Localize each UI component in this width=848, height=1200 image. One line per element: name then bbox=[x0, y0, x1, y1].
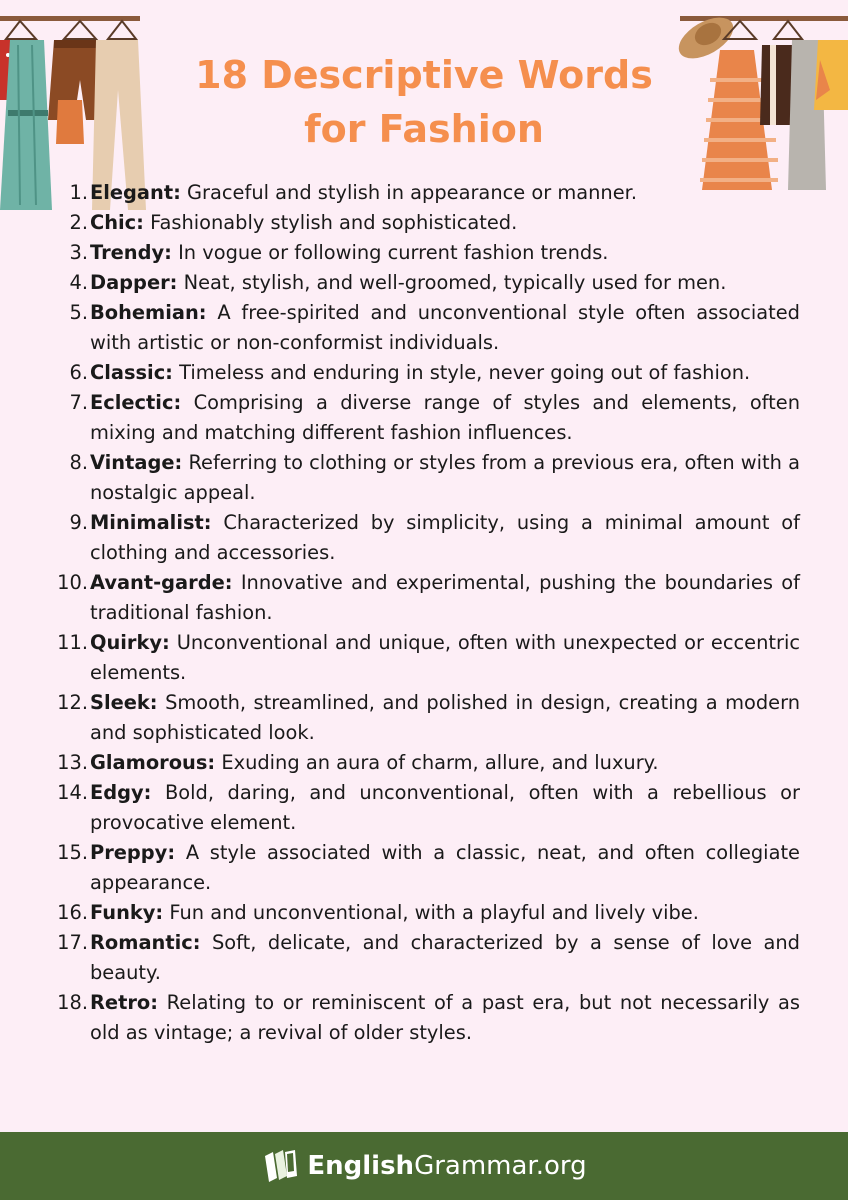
item-text bbox=[90, 928, 800, 988]
item-definition: Unconventional and unique, often with unexpected or eccentric elements. bbox=[90, 631, 800, 684]
item-definition: Innovative and experimental, pushing the boundaries of traditional fashion. bbox=[90, 571, 800, 624]
item-definition: Graceful and stylish in appearance or manner. bbox=[187, 181, 637, 204]
item-number: 16. bbox=[57, 901, 88, 924]
list-item bbox=[48, 298, 800, 358]
item-number: 9. bbox=[69, 511, 88, 534]
item-definition: Exuding an aura of charm, allure, and luxury. bbox=[221, 751, 659, 774]
item-number: 6. bbox=[69, 361, 88, 384]
item-text bbox=[90, 388, 800, 448]
item-definition: Characterized by simplicity, using a minimal amount of clothing and accessories. bbox=[90, 511, 800, 564]
item-number: 3. bbox=[69, 241, 88, 264]
item-number: 5. bbox=[69, 301, 88, 324]
leaf-book-icon bbox=[261, 1148, 301, 1184]
item-text bbox=[90, 238, 800, 268]
item-term: Quirky: bbox=[90, 631, 170, 654]
item-term: Classic: bbox=[90, 361, 173, 384]
list-item bbox=[48, 928, 800, 988]
item-term: Trendy: bbox=[90, 241, 172, 264]
list-item bbox=[48, 628, 800, 688]
page-title bbox=[0, 48, 848, 156]
item-definition: Fun and unconventional, with a playful and lively vibe. bbox=[169, 901, 699, 924]
list-item bbox=[48, 568, 800, 628]
item-definition: In vogue or following current fashion trends. bbox=[178, 241, 609, 264]
page-title-line-1: 18 Descriptive Words bbox=[195, 53, 653, 97]
list-item bbox=[48, 508, 800, 568]
item-term: Funky: bbox=[90, 901, 164, 924]
item-text bbox=[90, 358, 800, 388]
item-term: Minimalist: bbox=[90, 511, 212, 534]
item-text bbox=[90, 838, 800, 898]
item-definition: Referring to clothing or styles from a previous era, often with a nostalgic appeal. bbox=[90, 451, 801, 504]
item-term: Elegant: bbox=[90, 181, 181, 204]
item-term: Dapper: bbox=[90, 271, 178, 294]
item-number: 10. bbox=[57, 571, 88, 594]
item-definition: Fashionably stylish and sophisticated. bbox=[150, 211, 518, 234]
item-term: Romantic: bbox=[90, 931, 201, 954]
item-term: Bohemian: bbox=[90, 301, 207, 324]
item-number: 4. bbox=[69, 271, 88, 294]
item-text bbox=[90, 448, 800, 508]
list-item bbox=[48, 988, 800, 1048]
list-item bbox=[48, 358, 800, 388]
item-definition: Smooth, streamlined, and polished in design, creating a modern and sophisticated look. bbox=[90, 691, 800, 744]
item-number: 2. bbox=[69, 211, 88, 234]
item-term: Preppy: bbox=[90, 841, 176, 864]
item-term: Avant-garde: bbox=[90, 571, 233, 594]
item-number: 7. bbox=[69, 391, 88, 414]
item-number: 17. bbox=[57, 931, 88, 954]
item-text bbox=[90, 268, 800, 298]
list-item bbox=[48, 448, 800, 508]
item-term: Glamorous: bbox=[90, 751, 216, 774]
item-definition: Timeless and enduring in style, never going out of fashion. bbox=[179, 361, 751, 384]
list-item bbox=[48, 238, 800, 268]
list-item bbox=[48, 898, 800, 928]
item-number: 13. bbox=[57, 751, 88, 774]
list-item bbox=[48, 388, 800, 448]
brand-name-regular: Grammar.org bbox=[414, 1151, 587, 1181]
item-number: 14. bbox=[57, 781, 88, 804]
list-item bbox=[48, 268, 800, 298]
item-number: 18. bbox=[57, 991, 88, 1014]
list-item bbox=[48, 688, 800, 748]
item-term: Sleek: bbox=[90, 691, 158, 714]
item-text bbox=[90, 778, 800, 838]
item-definition: Bold, daring, and unconventional, often with a rebellious or provocative element. bbox=[90, 781, 801, 834]
item-text bbox=[90, 628, 800, 688]
brand-name-bold: English bbox=[307, 1151, 415, 1181]
page-title-line-2: for Fashion bbox=[304, 107, 544, 151]
item-text bbox=[90, 688, 800, 748]
list-item bbox=[48, 838, 800, 898]
item-term: Retro: bbox=[90, 991, 158, 1014]
item-text bbox=[90, 988, 800, 1048]
item-number: 11. bbox=[57, 631, 88, 654]
item-text bbox=[90, 568, 800, 628]
item-text bbox=[90, 178, 800, 208]
item-term: Chic: bbox=[90, 211, 144, 234]
footer-bar bbox=[0, 1132, 848, 1200]
item-text bbox=[90, 898, 800, 928]
list-item bbox=[48, 208, 800, 238]
item-definition: Comprising a diverse range of styles and elements, often mixing and matching different fashion influences. bbox=[90, 391, 800, 444]
fashion-words-list bbox=[48, 178, 800, 1048]
item-number: 15. bbox=[57, 841, 88, 864]
item-definition: A free-spirited and unconventional style often associated with artistic or non-conformist individuals. bbox=[90, 301, 800, 354]
item-definition: Soft, delicate, and characterized by a sense of love and beauty. bbox=[90, 931, 800, 984]
item-term: Eclectic: bbox=[90, 391, 182, 414]
item-text bbox=[90, 508, 800, 568]
item-term: Vintage: bbox=[90, 451, 183, 474]
list-item bbox=[48, 778, 800, 838]
item-text bbox=[90, 208, 800, 238]
item-text bbox=[90, 748, 800, 778]
brand-logo[interactable] bbox=[261, 1148, 586, 1184]
item-number: 12. bbox=[57, 691, 88, 714]
item-text bbox=[90, 298, 800, 358]
list-item bbox=[48, 748, 800, 778]
item-definition: Neat, stylish, and well-groomed, typically used for men. bbox=[183, 271, 727, 294]
item-number: 8. bbox=[69, 451, 88, 474]
item-definition: A style associated with a classic, neat, and often collegiate appearance. bbox=[90, 841, 800, 894]
item-term: Edgy: bbox=[90, 781, 152, 804]
list-item bbox=[48, 178, 800, 208]
item-definition: Relating to or reminiscent of a past era, but not necessarily as old as vintage; a revival of older styles. bbox=[90, 991, 800, 1044]
item-number: 1. bbox=[69, 181, 88, 204]
